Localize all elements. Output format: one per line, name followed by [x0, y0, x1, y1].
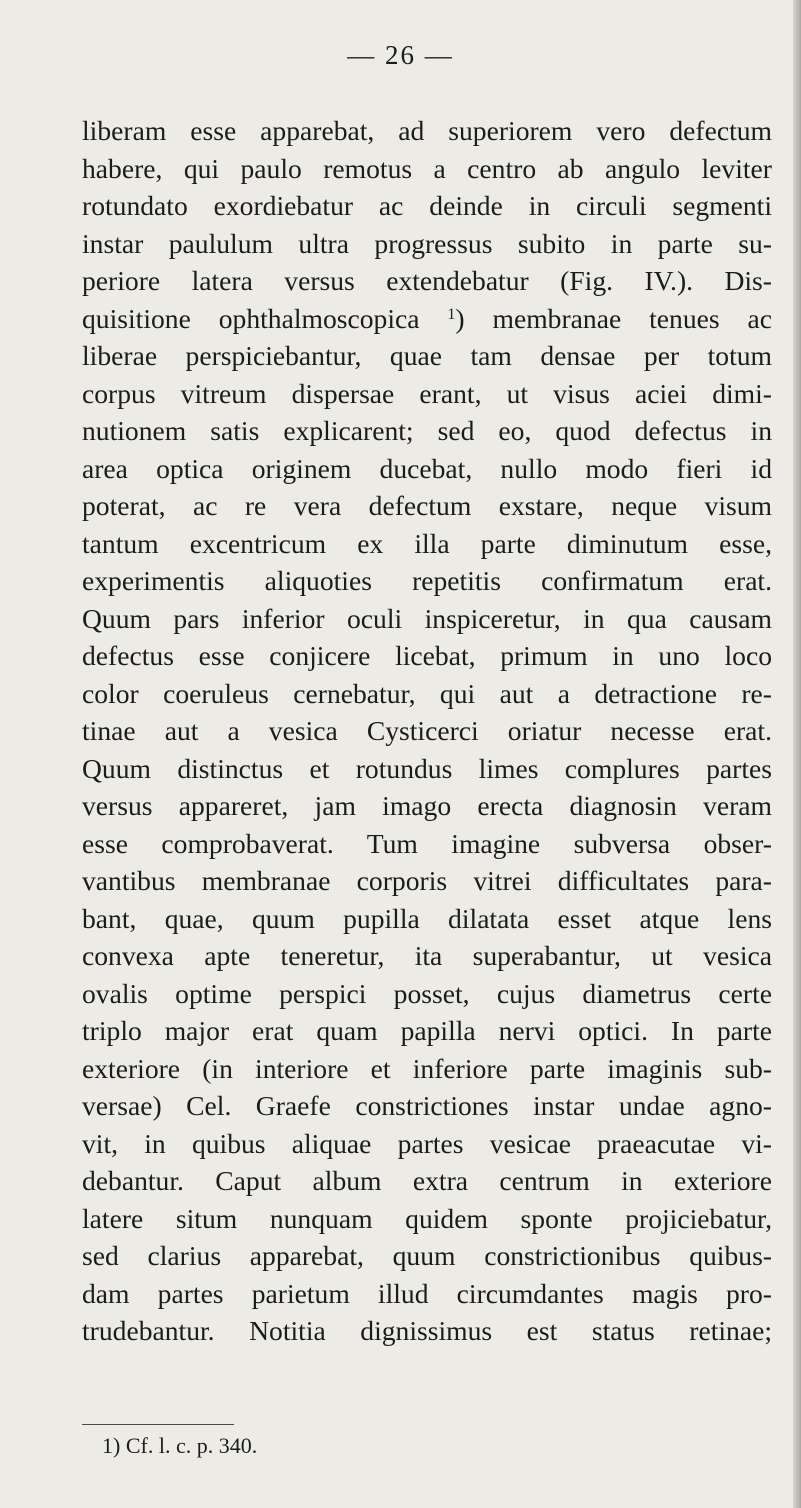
text-line: liberae perspiciebantur, quae tam densae per totum: [82, 340, 772, 371]
text-line: convexa apte teneretur, ita superabantur, ut vesica: [82, 940, 772, 971]
text-line: trudebantur. Notitia dignissimus est status retinae;: [82, 1315, 772, 1346]
footnote-reference: 1: [447, 305, 456, 323]
page-edge-shadow: [793, 0, 801, 1508]
footnote: 1) Cf. l. c. p. 340.: [102, 1433, 258, 1458]
text-line: bant, quae, quum pupilla dilatata esset atque lens: [82, 902, 772, 934]
text-line: debantur. Caput album extra centrum in exteriore: [82, 1165, 772, 1196]
text-line: color coeruleus cernebatur, qui aut a detractione re-: [82, 677, 772, 709]
text-fragment: quisitione ophthalmoscopica: [82, 302, 420, 334]
text-line: vit, in quibus aliquae partes vesicae praeacutae vi-: [82, 1127, 772, 1159]
text-line: tinae aut a vesica Cysticerci oriatur necesse erat.: [82, 715, 772, 746]
text-line: tantum excentricum ex illa parte diminutum esse,: [82, 527, 772, 559]
text-line: exteriore (in interiore et inferiore parte imaginis sub-: [82, 1052, 772, 1084]
text-line: vantibus membranae corporis vitrei difficultates para-: [82, 865, 772, 896]
text-fragment: ) membranae tenues ac: [455, 302, 772, 334]
text-line: esse comprobaverat. Tum imagine subversa obser-: [82, 827, 772, 859]
text-line: ovalis optime perspici posset, cujus diametrus certe: [82, 977, 772, 1009]
text-line: area optica originem ducebat, nullo modo fieri id: [82, 452, 772, 484]
footnote-rule: [82, 1424, 234, 1425]
text-line: periore latera versus extendebatur (Fig. IV.). Dis-: [82, 265, 772, 296]
text-line: experimentis aliquoties repetitis confirmatum erat.: [82, 565, 772, 596]
text-line: habere, qui paulo remotus a centro ab angulo leviter: [82, 152, 772, 184]
text-line: poterat, ac re vera defectum exstare, neque visum: [82, 490, 772, 521]
text-line: Quum distinctus et rotundus limes complures partes: [82, 752, 772, 784]
text-line: instar paululum ultra progressus subito in parte su-: [82, 227, 772, 259]
text-line: latere situm nunquam quidem sponte projiciebatur,: [82, 1202, 772, 1234]
text-line: dam partes parietum illud circumdantes magis pro-: [82, 1277, 772, 1309]
text-line: Quum pars inferior oculi inspiceretur, in qua causam: [82, 602, 772, 634]
text-line: rotundato exordiebatur ac deinde in circuli segmenti: [82, 190, 772, 221]
page-number: — 26 —: [347, 40, 454, 70]
text-line: versae) Cel. Graefe constrictiones instar undae agno-: [82, 1090, 772, 1121]
body-text: [82, 112, 772, 1350]
text-line-with-footnote-ref: [82, 300, 772, 338]
text-line: versus appareret, jam imago erecta diagnosin veram: [82, 790, 772, 821]
text-line: nutionem satis explicarent; sed eo, quod defectus in: [82, 415, 772, 446]
text-line: corpus vitreum dispersae erant, ut visus aciei dimi-: [82, 377, 772, 409]
text-line: sed clarius apparebat, quum constrictionibus quibus-: [82, 1240, 772, 1271]
text-line: liberam esse apparebat, ad superiorem vero defectum: [82, 115, 772, 146]
text-line: triplo major erat quam papilla nervi optici. In parte: [82, 1015, 772, 1046]
text-line: defectus esse conjicere licebat, primum in uno loco: [82, 640, 772, 671]
